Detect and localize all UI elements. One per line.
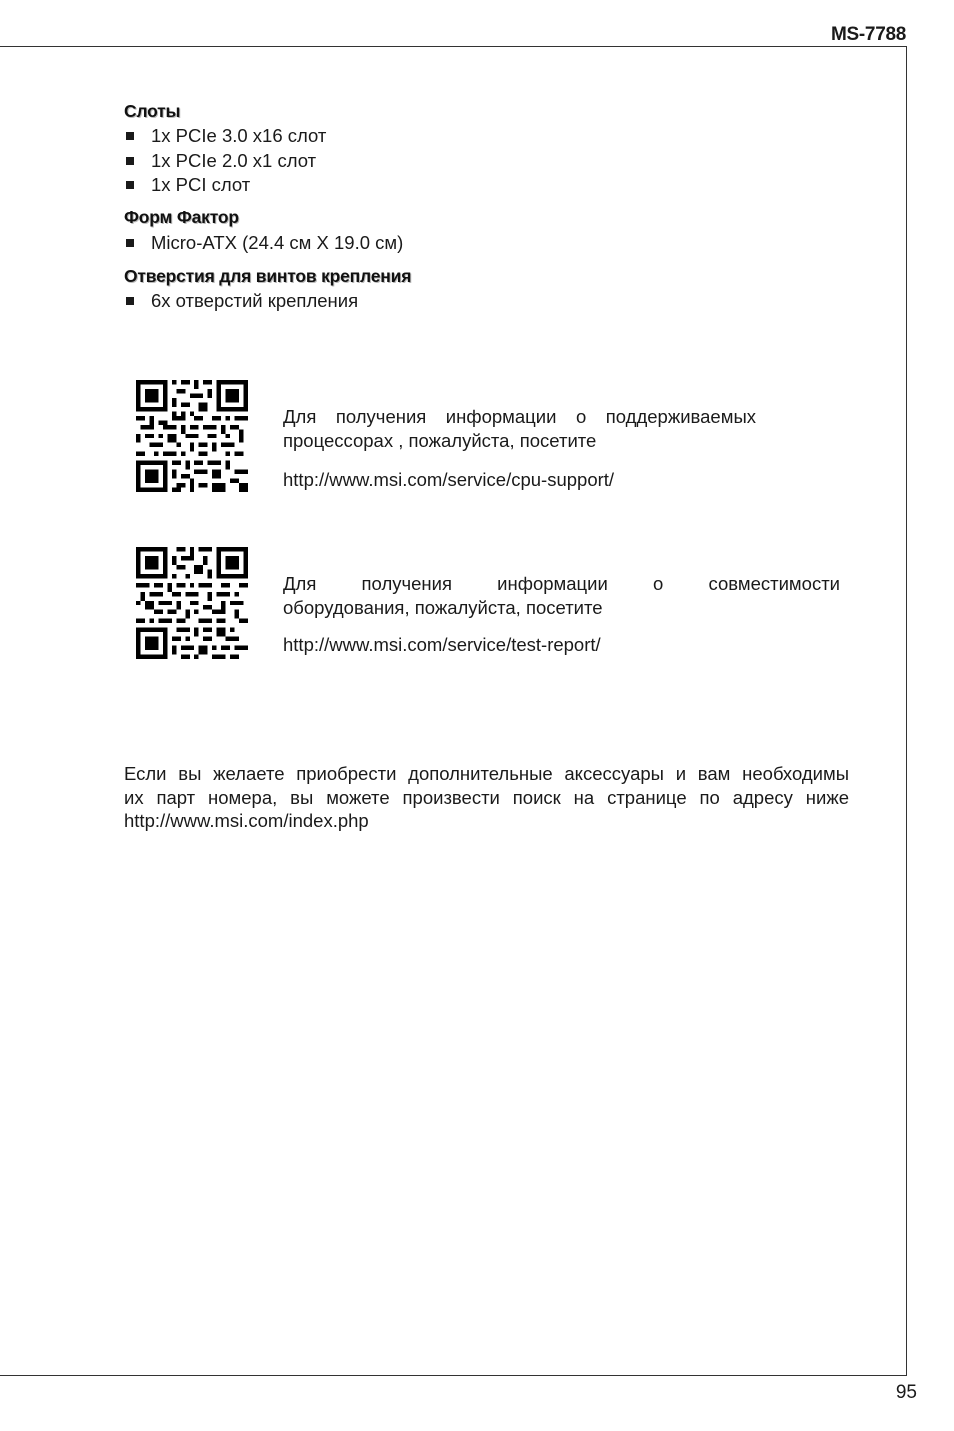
list-item: 1x PCI слот (124, 173, 326, 198)
list-item: 1x PCIe 2.0 x1 слот (124, 149, 326, 174)
cpu-support-text-line2: процессорах , пожалуйста, посетите (283, 430, 597, 451)
test-report-text-line1: Для получения информации о совместимости (283, 573, 840, 594)
section-title-slots: Слоты (124, 101, 181, 121)
test-report-link[interactable]: http://www.msi.com/service/test-report/ (283, 634, 601, 655)
header-rule (0, 46, 907, 47)
list-item: 1x PCIe 3.0 x16 слот (124, 124, 326, 149)
page-number: 95 (895, 1382, 917, 1403)
list-item: 6x отверстий крепления (124, 289, 358, 314)
list-item: Micro-ATX (24.4 см X 19.0 см) (124, 231, 403, 256)
cpu-support-text-line1: Для получения информации о поддерживаемых (283, 406, 756, 427)
accessories-text-line1: Если вы желаете приобрести дополнительные аксессуары и вам необходимы (124, 763, 849, 784)
qr-code-icon (136, 380, 248, 492)
slots-list (124, 124, 326, 198)
section-title-form-factor: Форм Фактор (124, 207, 239, 227)
form-factor-list (124, 231, 403, 256)
qr-code-icon (136, 547, 248, 659)
mounting-holes-list (124, 289, 358, 314)
section-title-mounting-holes: Отверстия для винтов крепления (124, 266, 412, 286)
test-report-text-line2: оборудования, пожалуйста, посетите (283, 597, 603, 618)
cpu-support-link[interactable]: http://www.msi.com/service/cpu-support/ (283, 469, 615, 490)
footer-rule (0, 1375, 907, 1376)
model-number: MS-7788 (831, 24, 906, 45)
accessories-link[interactable]: http://www.msi.com/index.php (124, 810, 369, 831)
page-margin-rule (906, 46, 907, 1376)
accessories-text-line2: их парт номера, вы можете произвести поиск на странице по адресу ниже (124, 787, 849, 808)
